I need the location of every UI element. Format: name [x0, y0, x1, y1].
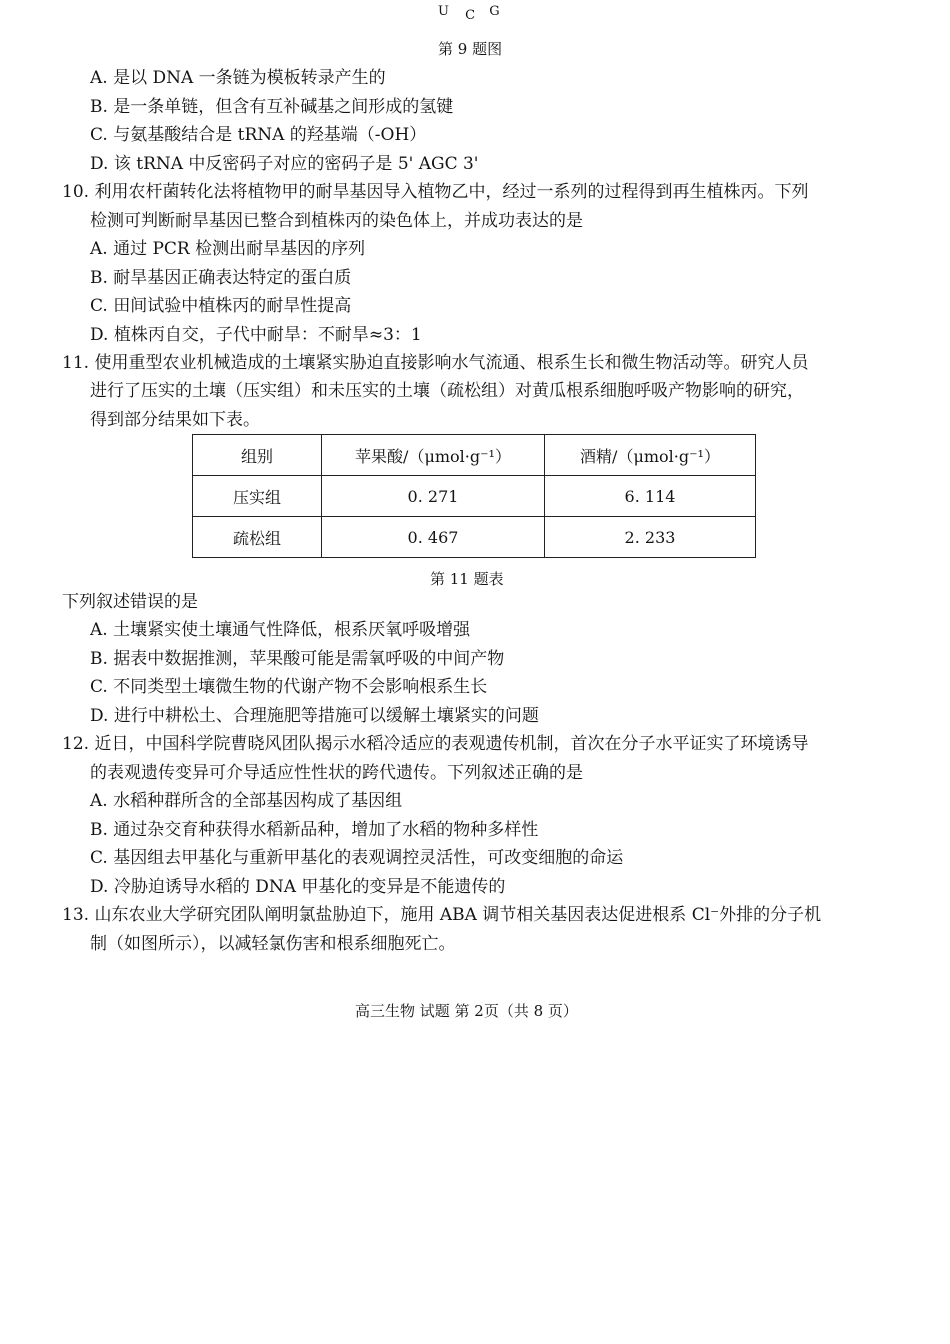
q11-option-c: C. 不同类型土壤微生物的代谢产物不会影响根系生长 [90, 677, 488, 697]
table-header-cell: 酒精/（μmol·g⁻¹） [545, 435, 756, 476]
q11-data-table [192, 434, 756, 558]
q10-option-b: B. 耐旱基因正确表达特定的蛋白质 [90, 268, 352, 288]
q11-stem-line-2: 进行了压实的土壤（压实组）和未压实的土壤（疏松组）对黄瓜根系细胞呼吸产物影响的研究， [90, 381, 804, 401]
q9-option-b: B. 是一条单链，但含有互补碱基之间形成的氢键 [90, 97, 454, 117]
q10-option-d: D. 植株丙自交，子代中耐旱：不耐旱≈3：1 [90, 325, 422, 345]
table-header-row [193, 435, 756, 476]
table-11-caption: 第 11 题表 [430, 570, 504, 588]
table-cell: 6. 114 [545, 476, 756, 517]
q12-option-c: C. 基因组去甲基化与重新甲基化的表观调控灵活性，可改变细胞的命运 [90, 848, 624, 868]
table-cell: 2. 233 [545, 517, 756, 558]
table-cell: 疏松组 [193, 517, 322, 558]
q9-option-d: D. 该 tRNA 中反密码子对应的密码子是 5' AGC 3' [90, 154, 479, 174]
q11-question: 下列叙述错误的是 [62, 592, 198, 612]
q9-option-c: C. 与氨基酸结合是 tRNA 的羟基端（-OH） [90, 125, 427, 145]
q11-stem-line-1: 11. 使用重型农业机械造成的土壤紧实胁迫直接影响水气流通、根系生长和微生物活动等。研究人员 [62, 353, 809, 373]
q10-option-a: A. 通过 PCR 检测出耐旱基因的序列 [90, 239, 366, 259]
table-cell: 压实组 [193, 476, 322, 517]
table-header-cell: 组别 [193, 435, 322, 476]
figure-9-caption: 第 9 题图 [438, 40, 503, 58]
page-footer: 高三生物 试题 第 2页（共 8 页） [355, 1002, 578, 1020]
base-letter: C [465, 8, 476, 23]
q12-option-b: B. 通过杂交育种获得水稻新品种，增加了水稻的物种多样性 [90, 820, 539, 840]
q12-stem-line-1: 12. 近日，中国科学院曹晓风团队揭示水稻冷适应的表观遗传机制，首次在分子水平证实了环境诱导 [62, 734, 809, 754]
q12-option-a: A. 水稻种群所含的全部基因构成了基因组 [90, 791, 403, 811]
table-row [193, 517, 756, 558]
q10-stem-line-1: 10. 利用农杆菌转化法将植物甲的耐旱基因导入植物乙中，经过一系列的过程得到再生植株丙。下列 [62, 182, 809, 202]
q11-option-a: A. 土壤紧实使土壤通气性降低，根系厌氧呼吸增强 [90, 620, 471, 640]
q11-option-b: B. 据表中数据推测，苹果酸可能是需氧呼吸的中间产物 [90, 649, 505, 669]
q10-stem-line-2: 检测可判断耐旱基因已整合到植株丙的染色体上，并成功表达的是 [90, 211, 583, 231]
table-row [193, 476, 756, 517]
base-letter: G [489, 4, 500, 19]
table-header-cell: 苹果酸/（μmol·g⁻¹） [322, 435, 545, 476]
q10-option-c: C. 田间试验中植株丙的耐旱性提高 [90, 296, 352, 316]
table-cell: 0. 271 [322, 476, 545, 517]
q11-option-d: D. 进行中耕松土、合理施肥等措施可以缓解土壤紧实的问题 [90, 706, 539, 726]
base-letter: U [438, 4, 449, 19]
q12-option-d: D. 冷胁迫诱导水稻的 DNA 甲基化的变异是不能遗传的 [90, 877, 506, 897]
q12-stem-line-2: 的表观遗传变异可介导适应性性状的跨代遗传。下列叙述正确的是 [90, 763, 583, 783]
q13-stem-line-2: 制（如图所示），以减轻氯伤害和根系细胞死亡。 [90, 934, 456, 954]
q11-stem-line-3: 得到部分结果如下表。 [90, 410, 260, 430]
figure-9-bases [438, 4, 500, 23]
q13-stem-line-1: 13. 山东农业大学研究团队阐明氯盐胁迫下，施用 ABA 调节相关基因表达促进根系 Cl⁻外排的分子机 [62, 905, 822, 925]
table-cell: 0. 467 [322, 517, 545, 558]
q9-option-a: A. 是以 DNA 一条链为模板转录产生的 [90, 68, 386, 88]
